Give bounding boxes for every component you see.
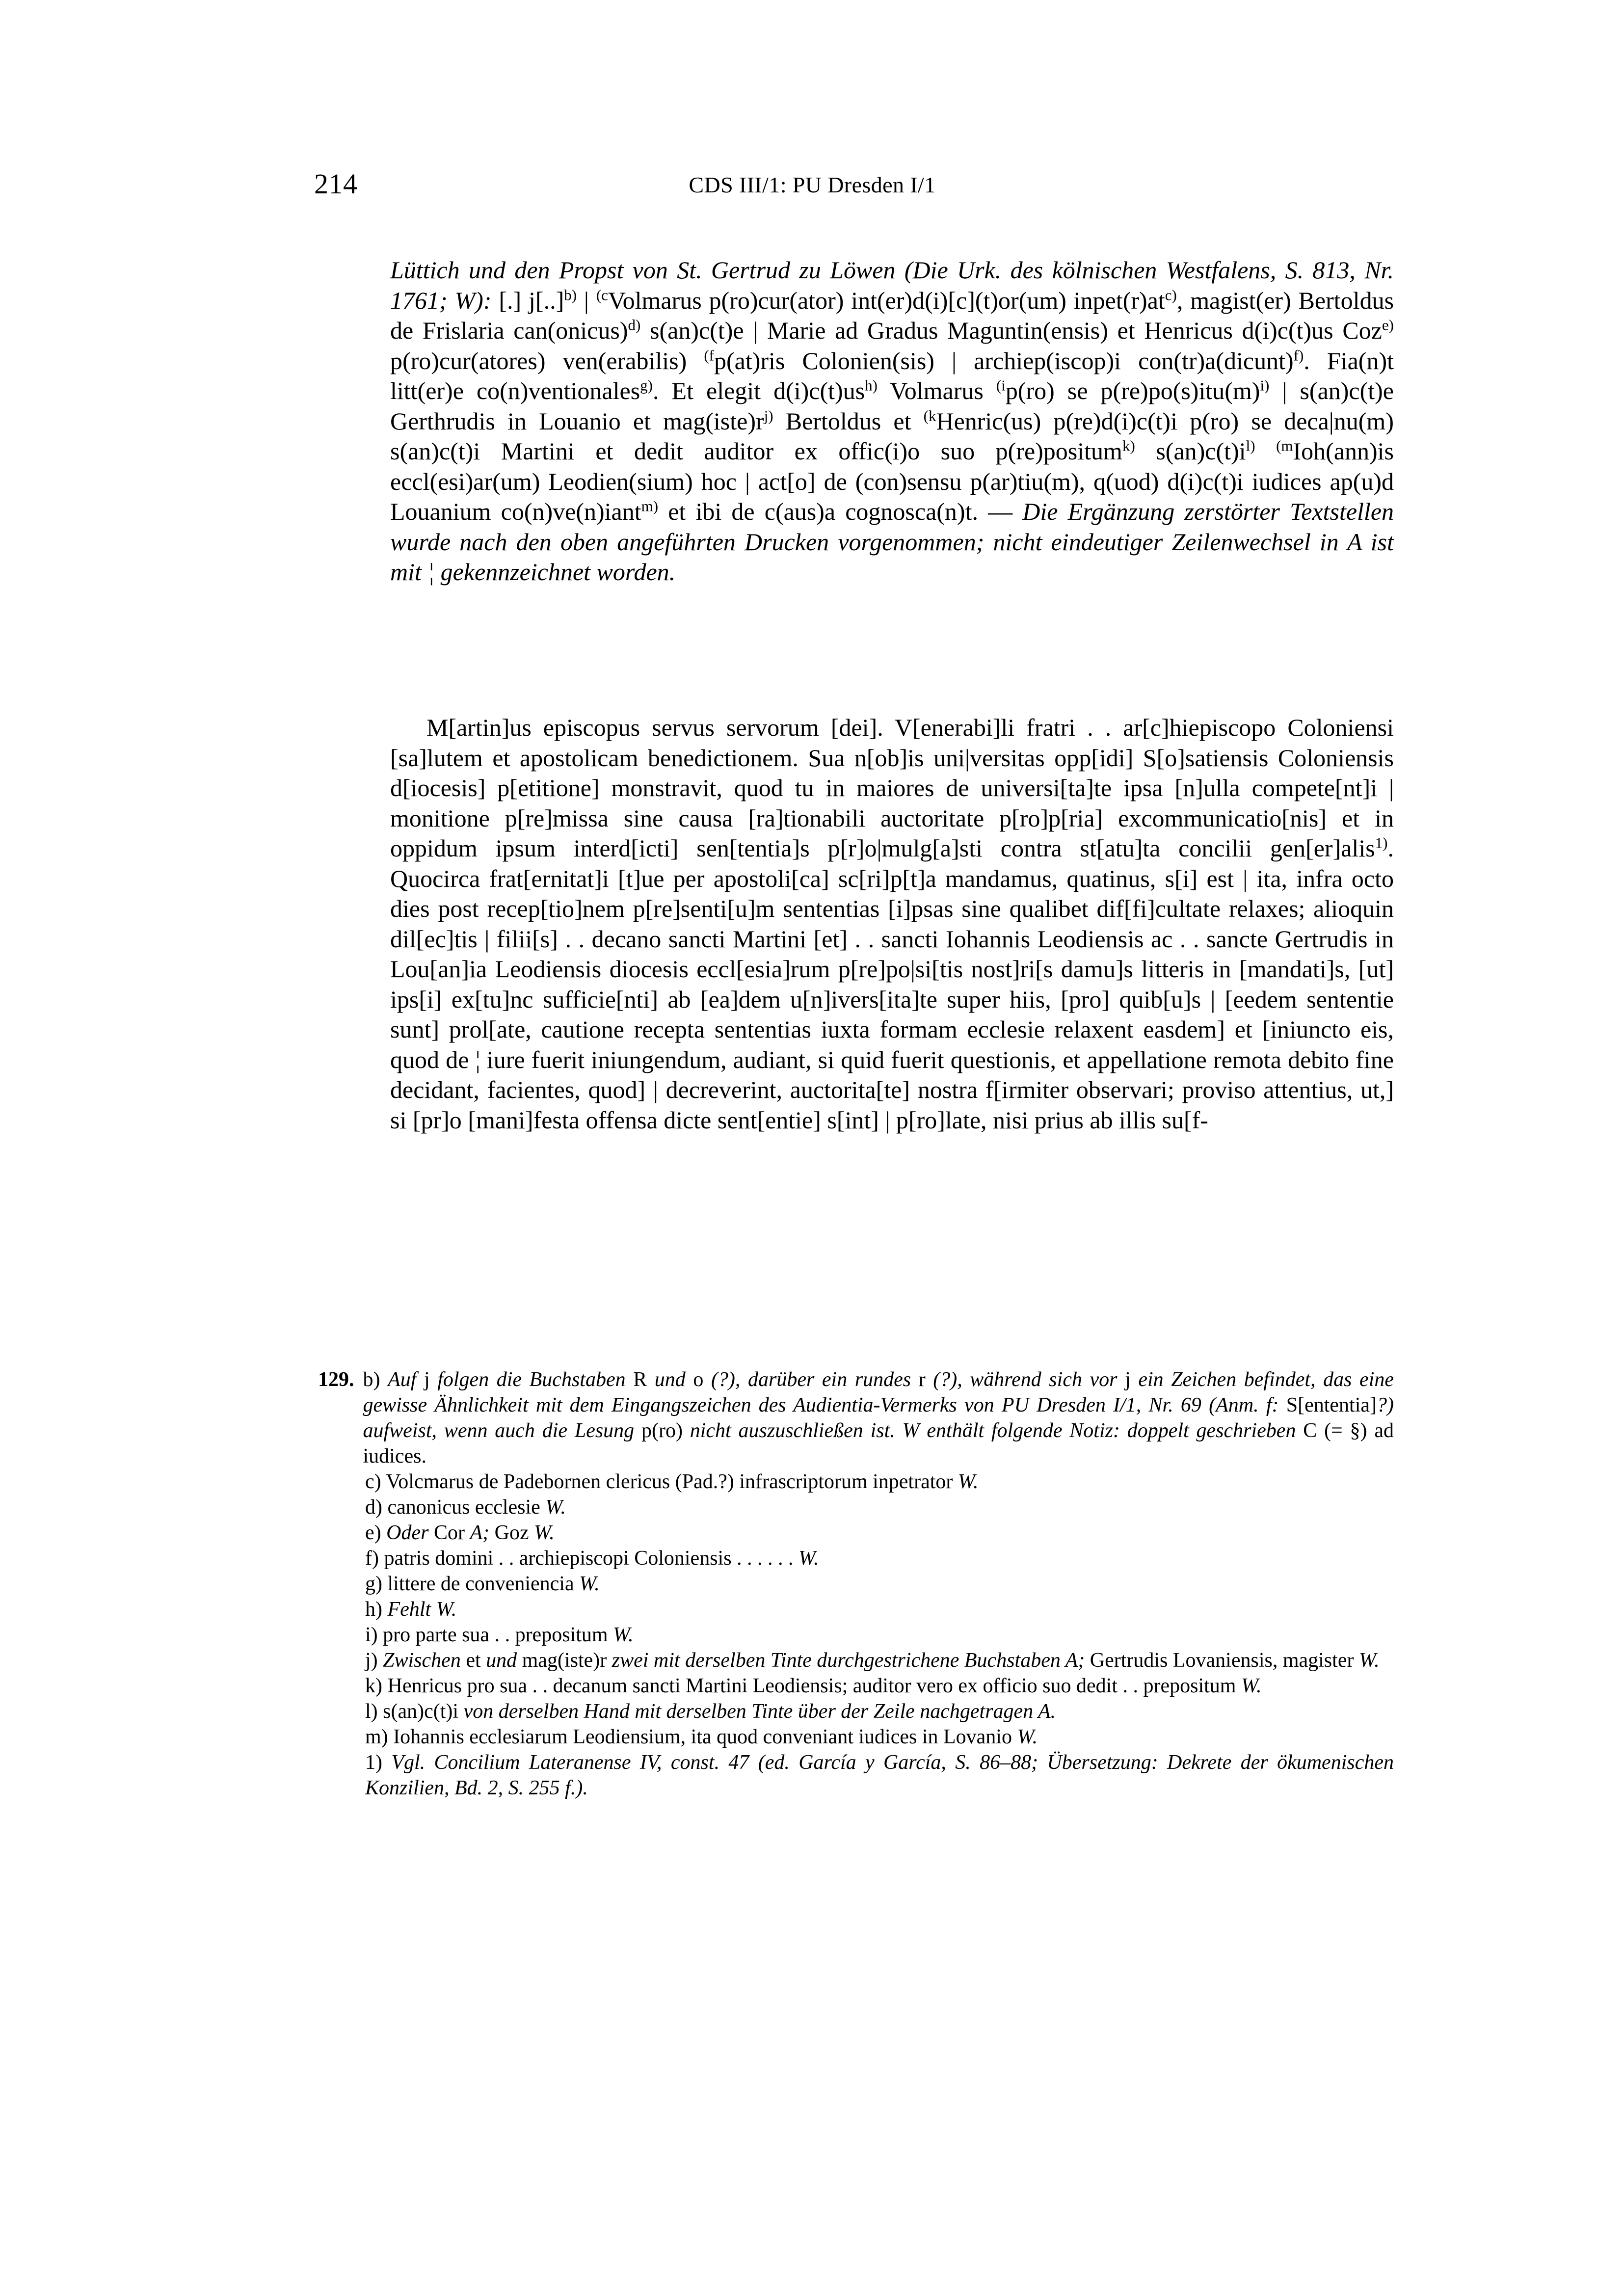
footnote-marker: (m — [1276, 437, 1293, 454]
edition-note-paragraph — [390, 255, 1394, 587]
italic-run: Fehlt W. — [387, 1598, 457, 1621]
text-run: , magist(er) Bertoldus de Frislaria can(onicus) — [390, 286, 1394, 344]
footnote-text-j — [365, 1648, 1394, 1673]
footnote-text-b — [363, 1367, 1394, 1469]
text-run: Gertrudis Lovaniensis, magister — [1090, 1649, 1359, 1672]
text-run: mag(iste)r — [522, 1649, 612, 1672]
italic-run: und — [486, 1649, 522, 1672]
italic-run: A; — [470, 1522, 495, 1544]
footnote-marker: (c — [596, 286, 608, 303]
footnote-marker: c) — [1165, 286, 1177, 303]
text-run: j — [424, 1368, 438, 1391]
text-run: s(an)c(t)e | Marie ad Gradus Maguntin(ensis) et Henricus d(i)c(t)us Coz — [640, 317, 1382, 344]
text-run: p(at)ris Colonien(sis) | archiep(iscop)i con(tr)a(dicunt) — [714, 347, 1294, 374]
footnote-text-d — [365, 1495, 1394, 1520]
charter-text-paragraph — [390, 713, 1394, 1135]
footnote-text-l — [365, 1699, 1394, 1724]
footnote-marker: (f — [704, 346, 715, 364]
text-run: r — [918, 1368, 933, 1391]
italic-run: Auf — [388, 1368, 424, 1391]
italic-run: W. — [545, 1496, 566, 1519]
text-run: k) Henricus pro sua . . decanum sancti Martini Leodiensis; auditor vero ex officio suo dedit . . prepositum — [365, 1675, 1241, 1697]
text-run: | — [577, 286, 596, 314]
running-title: CDS III/1: PU Dresden I/1 — [689, 172, 936, 197]
text-run: Bertoldus et — [773, 407, 924, 435]
text-run: b) — [363, 1368, 388, 1391]
footnote-marker: b) — [564, 286, 577, 303]
text-run: S[ententia] — [1286, 1394, 1377, 1416]
footnote-text-i — [365, 1622, 1394, 1648]
text-run: p(ro) se p(re)po(s)itu(m) — [1005, 377, 1260, 404]
footnote-entry-first — [318, 1367, 1394, 1469]
text-run: Cor — [433, 1522, 470, 1544]
text-run: d) canonicus ecclesie — [365, 1496, 546, 1519]
italic-run: W. — [798, 1547, 819, 1570]
footnote-group-number: 129. — [318, 1368, 354, 1391]
text-run: l) s(an)c(t)i — [365, 1700, 464, 1723]
footnote-marker: j) — [764, 406, 773, 424]
italic-run: Zwischen — [383, 1649, 466, 1672]
footnote-marker: i) — [1260, 376, 1270, 394]
text-run: e) — [365, 1522, 387, 1544]
footnote-text-e — [365, 1520, 1394, 1546]
text-run: h) — [365, 1598, 388, 1621]
italic-run: W. — [1358, 1649, 1380, 1672]
text-run: et — [466, 1649, 486, 1672]
text-run: 1) — [365, 1751, 392, 1774]
text-run: g) littere de conveniencia — [365, 1573, 580, 1595]
italic-run: nicht auszuschließen ist. W enthält folgende Notiz: doppelt geschrieben — [690, 1419, 1304, 1442]
italic-run: von derselben Hand mit derselben Tinte über der Zeile nachgetragen A. — [463, 1700, 1056, 1723]
text-run: p(ro)cur(atores) ven(erabilis) — [390, 347, 704, 374]
text-run: c) Volcmarus de Padebornen clericus (Pad.?) infrascriptorum inpetrator — [365, 1470, 958, 1493]
text-run: . Fia(n)t litt(er)e co(n)ventionales — [390, 347, 1394, 404]
text-run — [1255, 437, 1277, 465]
footnote-marker: k) — [1122, 437, 1135, 454]
italic-run: W. — [534, 1522, 555, 1544]
footnote-marker: 1) — [1375, 834, 1388, 852]
text-run: m) Iohannis ecclesiarum Leodiensium, ita quod conveniant iudices in Lovanio — [365, 1726, 1017, 1748]
italic-run: (?), während sich vor — [933, 1368, 1125, 1391]
italic-run: W. — [613, 1624, 634, 1646]
footnote-text-g — [365, 1571, 1394, 1597]
italic-run: Lüttich und den Propst von St. Gertrud zu Löwen (Die Urk. des kölnischen Westfalens, S. 813, Nr. 1761; W): — [390, 256, 1394, 314]
text-run: j — [1125, 1368, 1139, 1391]
footnote-marker: d) — [628, 316, 641, 334]
text-run: R — [633, 1368, 655, 1391]
text-run: Volmarus p(ro)cur(ator) int(er)d(i)[c](t)or(um) inpet(r)at — [608, 286, 1165, 314]
footnote-marker: (i — [996, 376, 1006, 394]
text-run: . Quocirca frat[ernitat]i [t]ue per apostoli[ca] sc[ri]p[t]a mandamus, quatinus, s[i] est | ita, infra octo dies post recep[tio]nem p[re]senti[u]m sententias [i]psas sine qualibet dif[fi]cultate relaxes; alioquin dil[ec]tis | filii[s] . . decano sancti Martini [et] . . sancti Iohannis Leodiensis ac . . sancte Gertrudis in Lou[an]ia Leodiensis diocesis eccl[esia]rum p[re]po|si[tis nost]ri[s damu]s litteris in [mandati]s, [ut] ips[i] ex[tu]nc sufficie[nti] ab [ea]dem u[n]ivers[ita]te super hiis, [pro] quib[u]s | [eedem sententie sunt] prol[ate, cautione recepta sententias iuxta formam ecclesie relaxent easdem] et [iniuncto eis, quod de ¦ iure fuerit iniungendum, audiant, si quid fuerit questionis, et appellatione remota debito fine decidant, facientes, quod] | decreverint, auctorita[te] nostra f[irmiter observari; proviso attentius, ut,] si [pr]o [mani]festa offensa dicte sent[entie] s[int] | p[ro]late, nisi prius ab illis su[f- — [390, 834, 1394, 1134]
italic-run: folgen die Buchstaben — [437, 1368, 634, 1391]
footnote-text-k — [365, 1673, 1394, 1699]
italic-run: zwei mit derselben Tinte durchgestrichene Buchstaben A; — [612, 1649, 1090, 1672]
footnote-marker: f) — [1293, 346, 1304, 364]
text-run: et ibi de c(aus)a cognosca(n)t. — — [658, 498, 1023, 525]
italic-run: (?), darüber ein rundes — [711, 1368, 919, 1391]
text-run: i) pro parte sua . . prepositum — [365, 1624, 613, 1646]
italic-run: W. — [1017, 1726, 1038, 1748]
italic-run: W. — [579, 1573, 600, 1595]
italic-run: Die Ergänzung zerstörter Textstellen wurde nach den oben angeführten Drucken vorgenommen; nicht eindeutiger Zeilenwechsel in A ist mit ¦ gekennzeichnet worden. — [390, 498, 1394, 586]
footnote-text-f — [365, 1546, 1394, 1571]
footnote-text-c — [365, 1469, 1394, 1495]
text-run: f) patris domini . . archiepiscopi Coloniensis . . . . . . — [365, 1547, 799, 1570]
page-number: 214 — [314, 168, 358, 200]
text-run: Henric(us) p(re)d(i)c(t)i p(ro) se deca|nu(m) s(an)c(t)i Martini et dedit auditor ex offic(i)o suo p(re)positum — [390, 407, 1394, 465]
footnote-marker: h) — [865, 376, 878, 394]
footnote-marker: l) — [1246, 437, 1255, 454]
text-run: | s(an)c(t)e Gerthrudis in Louanio et mag(iste)r — [390, 377, 1394, 435]
text-run: [.] j[..] — [499, 286, 564, 314]
footnote-marker: e) — [1382, 316, 1394, 334]
text-run: Ioh(ann)is eccl(esi)ar(um) Leodien(sium) hoc | act[o] de (con)sensu p(ar)tiu(m), q(uod) d(i)c(t)i iudices ap(u)d Louanium co(n)ve(n)iant — [390, 437, 1394, 525]
footnote-text-m — [365, 1724, 1394, 1750]
italic-run: Vgl. Concilium Lateranense IV, const. 47 (ed. García y García, S. 86–88; Übersetzung: Dekrete der ökumenischen Konzilien, Bd. 2, S. 255 f.). — [365, 1751, 1394, 1799]
text-run: M[artin]us episcopus servus servorum [dei]. V[enerabi]li fratri . . ar[c]hiepiscopo Coloniensi [sa]lutem et apostolicam benedictionem. Sua n[ob]is uni|versitas opp[idi] S[o]satiensis Coloniensis d[iocesis] p[etitione] monstravit, quod tu in maiores de universi[ta]te ipsa [n]ulla compete[nt]i | monitione p[re]missa sine causa [ra]tionabili auctoritate p[ro]p[ria] excommunicatio[nis] et in oppidum ipsum interd[icti] sen[tentia]s p[r]o|mulg[a]sti contra st[atu]ta concilii gen[er]alis — [390, 714, 1394, 862]
footnote-text-h — [365, 1597, 1394, 1622]
footnote-marker: g) — [640, 376, 653, 394]
italic-run: Oder — [386, 1522, 434, 1544]
text-run: p(ro) — [641, 1419, 690, 1442]
italic-run: W. — [958, 1470, 979, 1493]
running-head — [314, 169, 1310, 199]
text-run: Goz — [494, 1522, 534, 1544]
footnote-marker: m) — [641, 497, 659, 515]
footnote-apparatus — [318, 1367, 1394, 1801]
text-run: . Et elegit d(i)c(t)us — [652, 377, 865, 404]
italic-run: ?) aufweist, wenn auch die Lesung — [363, 1394, 1394, 1442]
text-run: o — [693, 1368, 711, 1391]
footnote-marker: (k — [923, 406, 936, 424]
text-run: s(an)c(t)i — [1135, 437, 1246, 465]
italic-run: und — [654, 1368, 693, 1391]
footnote-text-1 — [365, 1750, 1394, 1801]
italic-run: ein Zeichen befindet, das eine gewisse Ähnlichkeit mit dem Eingangszeichen des Audientia-Vermerks von PU Dresden I/1, Nr. 69 (Anm. f: — [363, 1368, 1394, 1416]
text-run: C (= §) ad iudices. — [363, 1419, 1394, 1468]
italic-run: W. — [1241, 1675, 1262, 1697]
text-run: j) — [365, 1649, 383, 1672]
text-run: Volmarus — [877, 377, 996, 404]
